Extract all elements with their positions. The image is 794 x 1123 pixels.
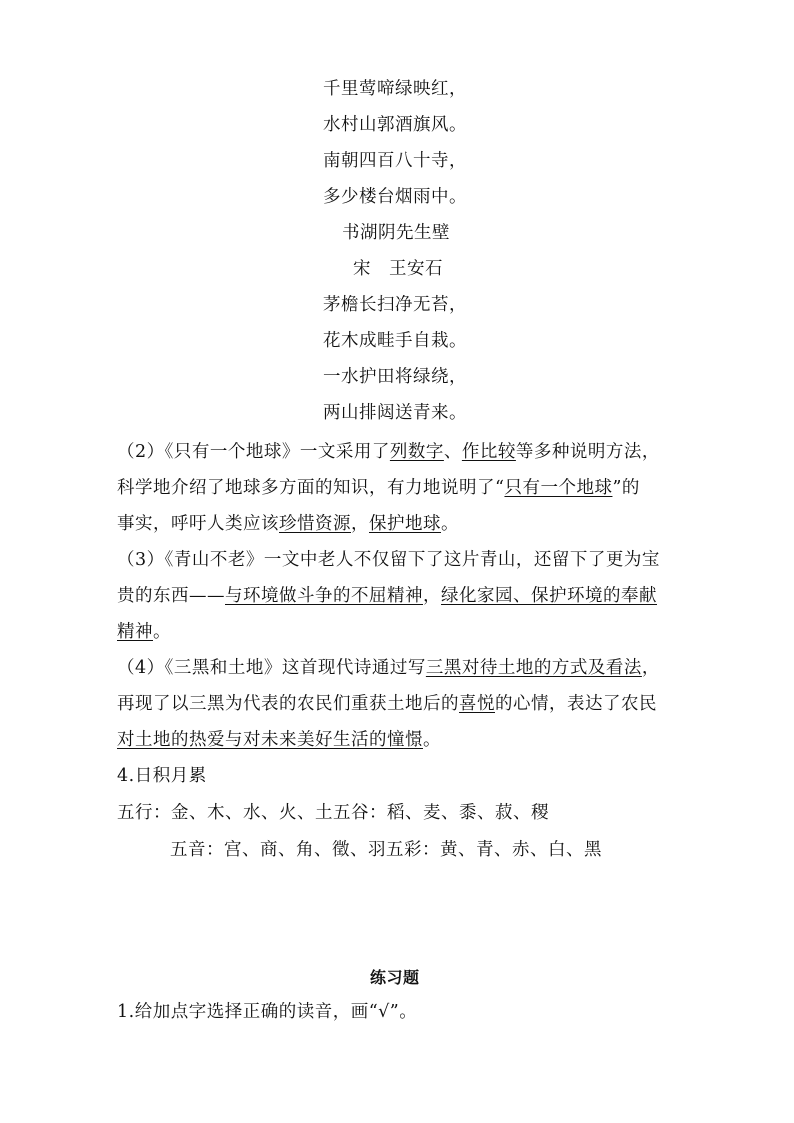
section4-line-2: 五音：宫、商、角、徵、羽五彩：黄、青、赤、白、黑 xyxy=(170,840,602,860)
q4-answer-2: 喜悦 xyxy=(459,694,495,714)
q4-line-2 xyxy=(117,692,657,716)
q4-answer-3: 对土地的热爱与对未来美好生活的憧憬 xyxy=(117,730,423,750)
q3-line-2 xyxy=(117,584,657,608)
q3-answer-1: 与环境做斗争的不屈精神 xyxy=(225,586,423,606)
q3-text: 贵的东西—— xyxy=(117,586,225,606)
q4-text: 。 xyxy=(423,730,441,750)
q2-answer-1: 列数字 xyxy=(389,442,444,462)
exercise-title: 练习题 xyxy=(370,968,420,987)
q2-text: 等多种说明方法， xyxy=(515,442,660,462)
q2-answer-2: 作比较 xyxy=(461,442,516,462)
poem2-dynasty: 宋 xyxy=(353,259,371,279)
q2-line-1 xyxy=(117,440,660,464)
q2-answer-3: 只有一个地球 xyxy=(504,478,613,498)
q2-text: （2）《只有一个地球》一文采用了 xyxy=(117,442,390,462)
poem2-title: 书湖阴先生壁 xyxy=(342,223,450,243)
poem2-byline xyxy=(353,257,443,281)
poem2-line-1: 茅檐长扫净无苔， xyxy=(323,295,467,315)
poem1-line-3: 南朝四百八十寺， xyxy=(323,151,467,171)
q4-text: （4）《三黑和土地》这首现代诗通过写 xyxy=(117,658,426,678)
poem2-author: 王安石 xyxy=(389,259,443,279)
q4-text: 再现了以三黑为代表的农民们重获土地后的 xyxy=(117,694,459,714)
q3-line-1: （3）《青山不老》一文中老人不仅留下了这片青山，还留下了更为宝 xyxy=(117,550,660,570)
q3-text: ， xyxy=(423,586,441,606)
q2-text: ”的 xyxy=(612,478,640,498)
exercise-q1: 1.给加点字选择正确的读音，画“√”。 xyxy=(117,1002,418,1022)
q3-text: 。 xyxy=(153,622,171,642)
poem1-line-2: 水村山郭酒旗风。 xyxy=(323,115,467,135)
q2-text: ， xyxy=(351,514,369,534)
poem1-line-4: 多少楼台烟雨中。 xyxy=(323,187,467,207)
q4-line-1 xyxy=(117,656,660,680)
poem1-line-1: 千里莺啼绿映红， xyxy=(323,79,467,99)
poem2-line-3: 一水护田将绿绕， xyxy=(323,367,467,387)
q4-text: 的心情，表达了农民 xyxy=(495,694,657,714)
q3-answer-2-cont: 精神 xyxy=(117,622,153,642)
q2-answer-4: 珍惜资源 xyxy=(279,514,351,534)
q4-line-3 xyxy=(117,728,441,752)
q3-answer-2: 绿化家园、保护环境的奉献 xyxy=(441,586,657,606)
q2-answer-5: 保护地球 xyxy=(369,514,441,534)
q2-text: 、 xyxy=(443,442,462,462)
q2-text: 科学地介绍了地球多方面的知识，有力地说明了“ xyxy=(117,478,505,498)
q4-answer-1: 三黑对待土地的方式及看法 xyxy=(425,658,642,678)
section4-heading: 4.日积月累 xyxy=(117,766,207,786)
poem2-line-2: 花木成畦手自栽。 xyxy=(323,331,467,351)
q3-line-3 xyxy=(117,620,171,644)
poem2-line-4: 两山排闼送青来。 xyxy=(323,403,467,423)
q2-line-2 xyxy=(117,476,640,500)
q2-text: 事实，呼吁人类应该 xyxy=(117,514,279,534)
section4-line-1: 五行：金、木、水、火、土五谷：稻、麦、黍、菽、稷 xyxy=(117,803,549,823)
q2-line-3 xyxy=(117,512,459,536)
q2-text: 。 xyxy=(441,514,459,534)
q4-text: ， xyxy=(641,658,660,678)
